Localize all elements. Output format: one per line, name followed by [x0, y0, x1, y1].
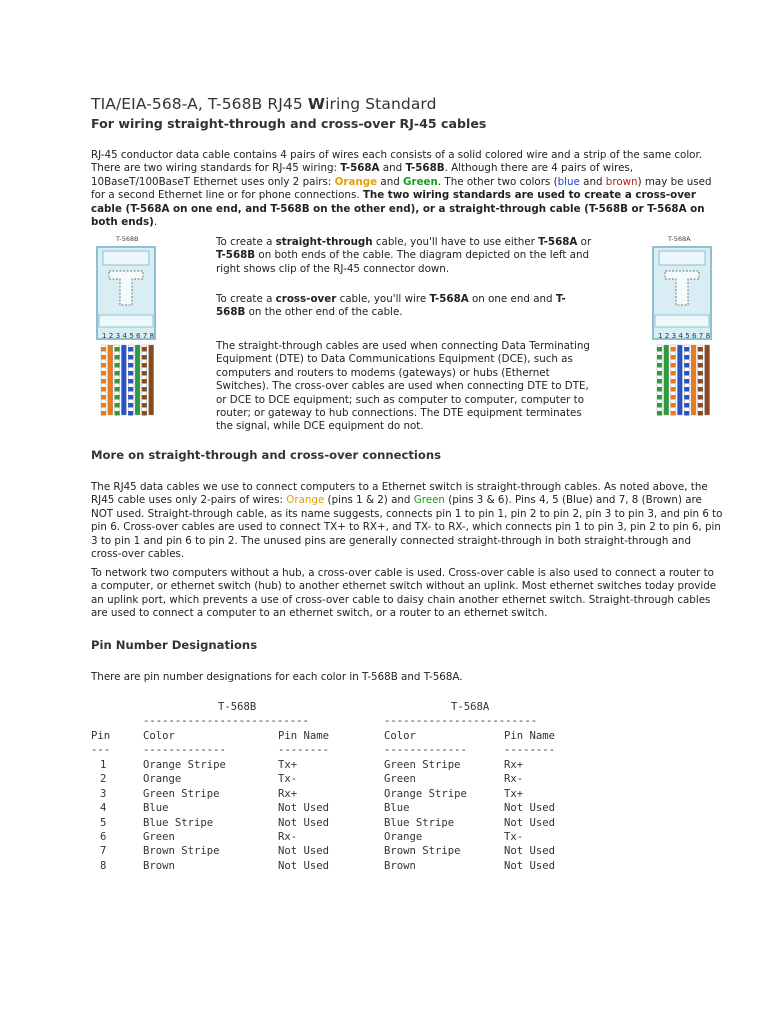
wire-stripe: [142, 411, 147, 416]
page-title: TIA/EIA-568-A, T-568B RJ45 Wiring Standard: [91, 95, 437, 113]
connector-top-window: [659, 251, 705, 265]
wire-stripe: [115, 363, 120, 368]
wire-stripe: [142, 371, 147, 376]
pin-number-label: 1: [102, 331, 107, 340]
connector-label-t568a: T-568A: [668, 235, 691, 243]
wire-stripe: [101, 371, 106, 376]
table-rule: -------------: [143, 744, 226, 756]
pin-number-label: 3: [671, 331, 677, 340]
wire-stripe: [128, 379, 133, 384]
pin-number: 7: [100, 845, 107, 858]
t568a-pin-name: Tx-: [504, 831, 524, 843]
wire-stripe: [101, 347, 106, 352]
table-row: [91, 801, 591, 815]
wire-stripe: [698, 379, 703, 384]
t568b-pin-name: Not Used: [278, 816, 330, 829]
wire-stripe: [142, 355, 147, 360]
wire: [108, 345, 113, 415]
wire-stripe: [142, 387, 147, 392]
wire-stripe: [142, 379, 147, 384]
wire-stripe: [115, 403, 120, 408]
t568b-color: Brown Stripe: [143, 845, 220, 858]
wire: [664, 345, 669, 415]
pin-number: 4: [100, 802, 107, 815]
rj45-connector-t568a: [652, 235, 716, 420]
t568b-color: Blue Stripe: [143, 816, 214, 829]
pin-number-label: 5: [685, 331, 690, 340]
wire-stripe: [115, 347, 120, 352]
wire-stripe: [657, 355, 662, 360]
rj45-connector-graphic: [96, 245, 160, 420]
pin-number-label: 4: [678, 331, 683, 340]
pin-number-label: 2: [108, 331, 114, 340]
wire: [691, 345, 696, 415]
column-header-color: Color: [384, 730, 416, 742]
table-header-t568b: T-568B: [218, 701, 257, 713]
pin-number-label: 1: [658, 331, 663, 340]
t568a-color: Orange Stripe: [384, 787, 467, 800]
t568b-pin-name: Not Used: [278, 859, 330, 872]
wire-stripe: [115, 355, 120, 360]
pin-number: 6: [100, 831, 107, 843]
t568b-pin-name: Rx-: [278, 831, 298, 843]
wire-stripe: [115, 387, 120, 392]
wire-stripe: [657, 387, 662, 392]
connector-contact-area: [655, 315, 709, 327]
connector-label-t568b: T-568B: [116, 235, 139, 243]
wire-stripe: [698, 355, 703, 360]
wire-stripe: [128, 371, 133, 376]
table-row: [91, 844, 591, 858]
pin-number: 8: [100, 859, 107, 872]
wire-stripe: [698, 363, 703, 368]
wire-stripe: [684, 355, 689, 360]
wire-stripe: [698, 395, 703, 400]
t568b-color: Green: [143, 831, 175, 843]
t568a-color: Orange: [384, 831, 423, 843]
t568a-pin-name: Not Used: [504, 845, 556, 858]
wire: [135, 345, 140, 415]
wire-stripe: [671, 403, 676, 408]
wire-stripe: [671, 347, 676, 352]
wire-stripe: [684, 379, 689, 384]
wire-stripe: [684, 387, 689, 392]
wire-stripe: [101, 363, 106, 368]
wire-stripe: [128, 387, 133, 392]
t568a-pin-name: Rx-: [504, 773, 524, 786]
wire-stripe: [128, 347, 133, 352]
wire: [705, 345, 710, 415]
t568a-pin-name: Not Used: [504, 816, 556, 829]
t568b-color: Brown: [143, 859, 175, 872]
pin-number-label: 5: [129, 331, 134, 340]
wire-stripe: [698, 371, 703, 376]
wire-stripe: [671, 387, 676, 392]
wire-stripe: [101, 403, 106, 408]
wire-stripe: [657, 379, 662, 384]
table-header-t568a: T-568A: [451, 701, 490, 713]
pin-number-label: 4: [122, 331, 127, 340]
pin-number: 3: [100, 787, 107, 800]
t568a-pin-name: Not Used: [504, 859, 556, 872]
wire-stripe: [657, 411, 662, 416]
table-row: [91, 787, 591, 801]
wire-stripe: [684, 411, 689, 416]
page-subtitle: For wiring straight-through and cross-over RJ-45 cables: [91, 116, 487, 131]
connector-top-window: [103, 251, 149, 265]
wire-stripe: [657, 347, 662, 352]
table-rule: -------------: [384, 744, 467, 756]
pin-number-label: 6: [692, 331, 697, 340]
t568b-pin-name: Rx+: [278, 787, 298, 800]
wire-stripe: [115, 411, 120, 416]
table-row: [91, 758, 591, 772]
wire-stripe: [101, 395, 106, 400]
table-row: [91, 830, 591, 844]
wire-stripe: [657, 403, 662, 408]
wire-stripe: [684, 347, 689, 352]
table-row: [91, 772, 591, 786]
pin-designation-table: [91, 700, 591, 880]
wire-stripe: [684, 371, 689, 376]
wire-stripe: [101, 411, 106, 416]
t568a-pin-name: Tx+: [504, 787, 524, 800]
t568b-pin-name: Tx-: [278, 773, 298, 786]
t568b-color: Green Stripe: [143, 787, 220, 800]
section-heading-pins: Pin Number Designations: [91, 638, 258, 652]
wire-stripe: [684, 363, 689, 368]
wire-stripe: [115, 395, 120, 400]
t568a-pin-name: Rx+: [504, 759, 524, 771]
wire-stripe: [128, 411, 133, 416]
straight-through-paragraph: To create a straight-through cable, you'll have to use either T-568A or T-568B on both ends of the cable. The diagram depicted on the left and right shows clip of the RJ-45 connector down.: [216, 236, 592, 275]
t568a-color: Green: [384, 773, 416, 786]
wire-stripe: [698, 411, 703, 416]
t568a-color: Brown Stripe: [384, 845, 461, 858]
wire-stripe: [142, 347, 147, 352]
t568a-color: Blue: [384, 802, 410, 815]
table-rule: --------: [504, 744, 556, 756]
table-rule: ------------------------: [384, 715, 538, 727]
wire-stripe: [128, 363, 133, 368]
pin-number: 5: [100, 816, 107, 829]
wire-stripe: [671, 411, 676, 416]
wire: [677, 345, 682, 415]
wire-stripe: [657, 395, 662, 400]
pin-number-label: 6: [136, 331, 141, 340]
wire-stripe: [684, 395, 689, 400]
wire-stripe: [101, 387, 106, 392]
wire-stripe: [657, 371, 662, 376]
wire-stripe: [698, 347, 703, 352]
dte-dce-paragraph: The straight-through cables are used when connecting Data Terminating Equipment (DTE) to Data Communications Equipment (DCE), such as computers and routers to modems (gateways) or hubs (Ethernet Switches). The cross-over cables are used when connecting DTE to DTE, or DCE to DCE equipment; such as computer to computer, computer to router; or gateway to hub connections. The DTE equipment terminates the signal, while DCE equipment do not.: [216, 340, 590, 433]
wire: [121, 345, 126, 415]
wire-stripe: [142, 403, 147, 408]
cross-over-paragraph: To create a cross-over cable, you'll wire T-568A on one end and T-568B on the other end of the cable.: [216, 293, 566, 319]
pin-number-label: 7: [698, 331, 704, 340]
table-rule: ---: [91, 744, 111, 756]
t568b-color: Orange: [143, 773, 182, 786]
network-paragraph: To network two computers without a hub, a cross-over cable is used. Cross-over cable is also used to connect a router to a computer, or ethernet switch (hub) to another ethernet switch without an uplink. Most ethernet switches today provide an uplink port, which prevents a use of cross-over cable to daisy chain another ethernet switch. Straight-through cables are used to connect a computer to an ethernet switch, or a router to an ethernet switch.: [91, 567, 717, 620]
wire-stripe: [698, 387, 703, 392]
wire-stripe: [128, 395, 133, 400]
rj45-connector-t568b: [96, 235, 160, 420]
wire-stripe: [671, 379, 676, 384]
pin-number-label: 8: [149, 331, 155, 340]
t568a-color: Blue Stripe: [384, 816, 455, 829]
wire-stripe: [128, 355, 133, 360]
t568a-pin-name: Not Used: [504, 802, 556, 815]
t568a-color: Brown: [384, 859, 416, 872]
wire-stripe: [671, 371, 676, 376]
column-header-pin: Pin: [91, 730, 111, 742]
pin-number-label: 7: [142, 331, 148, 340]
pin-number: 2: [100, 773, 107, 786]
t568b-pin-name: Not Used: [278, 802, 330, 815]
column-header-pin-name: Pin Name: [504, 730, 556, 742]
t568b-pin-name: Tx+: [278, 759, 298, 771]
section-heading-connections: More on straight-through and cross-over connections: [91, 448, 441, 462]
wire-stripe: [684, 403, 689, 408]
connections-paragraph: The RJ45 data cables we use to connect computers to a Ethernet switch is straight-through cables. As noted above, the RJ45 cable uses only 2-pairs of wires: Orange (pins 1 & 2) and Green (pins 3 & 6). Pins 4, 5 (Blue) and 7, 8 (Brown) are NOT used. Straight-through cable, as its name suggests, connects pin 1 to pin 1, pin 2 to pin 2, pin 3 to pin 3, and pin 6 to pin 6. Cross-over cables are used to connect TX+ to RX+, and TX- to RX-, which connects pin 1 to pin 3, pin 2 to pin 6, pin 3 to pin 1 and pin 6 to pin 2. The unused pins are generally connected straight-through in both straight-through and cross-over cables.: [91, 481, 723, 561]
wire-stripe: [115, 379, 120, 384]
pin-intro-text: There are pin number designations for each color in T-568B and T-568A.: [91, 671, 463, 683]
connector-contact-area: [99, 315, 153, 327]
wire-stripe: [671, 363, 676, 368]
wire: [149, 345, 154, 415]
pin-number-label: 2: [664, 331, 670, 340]
t568b-color: Blue: [143, 802, 169, 815]
wire-stripe: [115, 371, 120, 376]
wire-stripe: [101, 355, 106, 360]
t568b-color: Orange Stripe: [143, 759, 226, 771]
table-row: [91, 859, 591, 873]
table-rule: --------: [278, 744, 330, 756]
wire-stripe: [698, 403, 703, 408]
wire-stripe: [671, 355, 676, 360]
intro-paragraph: RJ-45 conductor data cable contains 4 pairs of wires each consists of a solid colored wire and a strip of the same color. There are two wiring standards for RJ-45 wiring: T-568A and T-568B. Although there are 4 pairs of wires, 10BaseT/100BaseT Ethernet uses only 2 pairs: Orange and Green. The other two colors (blue and brown) may be used for a second Ethernet line or for phone connections. The two wiring standards are used to create a cross-over cable (T-568A on one end, and T-568B on the other end), or a straight-through cable (T-568B or T-568A on both ends).: [91, 149, 712, 229]
wire-stripe: [101, 379, 106, 384]
wire-stripe: [657, 363, 662, 368]
wire-stripe: [128, 403, 133, 408]
pin-number-label: 8: [705, 331, 711, 340]
wire-stripe: [142, 395, 147, 400]
pin-number-label: 3: [115, 331, 121, 340]
column-header-color: Color: [143, 730, 175, 742]
wire-stripe: [142, 363, 147, 368]
column-header-pin-name: Pin Name: [278, 730, 330, 742]
table-rule: --------------------------: [143, 715, 309, 727]
table-row: [91, 816, 591, 830]
rj45-connector-graphic: [652, 245, 716, 420]
t568b-pin-name: Not Used: [278, 845, 330, 858]
t568a-color: Green Stripe: [384, 759, 461, 771]
wire-stripe: [671, 395, 676, 400]
pin-number: 1: [100, 759, 107, 771]
